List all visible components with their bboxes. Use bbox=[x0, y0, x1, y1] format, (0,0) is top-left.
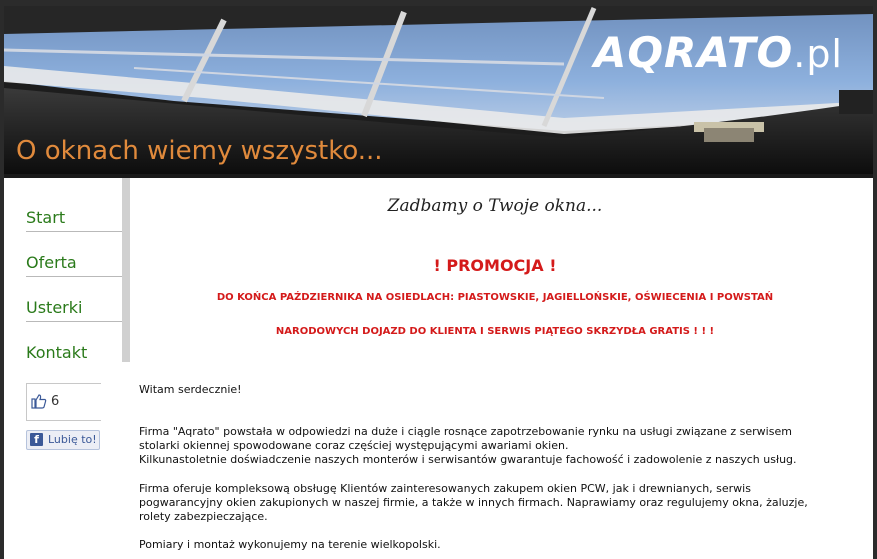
logo-tld: .pl bbox=[793, 32, 843, 76]
menu-item-label: Oferta bbox=[26, 253, 77, 272]
offer-paragraph-line-3: rolety zabezpieczające. bbox=[139, 510, 268, 523]
menu-item-usterki[interactable] bbox=[26, 277, 122, 322]
sidebar bbox=[4, 178, 130, 559]
offer-paragraph-line-1: Firma oferuje kompleksową obsługę Klientów zainteresowanych zakupem okien PCW, jak i drewnianych, serwis bbox=[139, 482, 751, 495]
offer-paragraph-line-2: pogwarancyjny okien zakupionych w naszej firmie, a także w innych firmach. Naprawiamy oraz regulujemy okna, żaluzje, bbox=[139, 496, 808, 509]
about-paragraph-line-1: Firma "Aqrato" powstała w odpowiedzi na duże i ciągle rosnące zapotrzebowanie rynku na usługi związane z serwisem bbox=[139, 425, 792, 438]
thumbs-up-icon bbox=[31, 393, 47, 409]
main-menu bbox=[4, 178, 130, 362]
facebook-icon: f bbox=[30, 433, 43, 446]
logo-text: AQRATO bbox=[593, 28, 794, 77]
menu-side-bar bbox=[122, 178, 130, 362]
about-paragraph-line-2: stolarki okiennej spowodowane coraz częściej występującymi awariami okien. bbox=[139, 439, 569, 452]
header-slogan: O oknach wiemy wszystko... bbox=[16, 136, 383, 166]
right-margin bbox=[855, 178, 873, 559]
area-paragraph: Pomiary i montaż wykonujemy na terenie wielkopolski. bbox=[139, 538, 441, 551]
fb-like-button[interactable] bbox=[26, 430, 100, 450]
promo-text-line-2: NARODOWYCH DOJAZD DO KLIENTA I SERWIS PIĄTEGO SKRZYDŁA GRATIS ! ! ! bbox=[275, 326, 715, 337]
menu-item-oferta[interactable] bbox=[26, 232, 122, 277]
header-banner bbox=[4, 6, 873, 174]
greeting: Witam serdecznie! bbox=[139, 383, 242, 396]
page-tagline: Zadbamy o Twoje okna... bbox=[387, 196, 603, 216]
menu-item-kontakt[interactable] bbox=[26, 322, 122, 366]
menu-item-label: Start bbox=[26, 208, 66, 227]
promo-text-line-1: DO KOŃCA PAŹDZIERNIKA NA OSIEDLACH: PIASTOWSKIE, JAGIELLOŃSKIE, OŚWIECENIA I POWSTAŃ bbox=[216, 292, 774, 303]
menu-item-start[interactable] bbox=[26, 187, 122, 232]
fb-like-count-box bbox=[26, 383, 101, 421]
fb-like-count: 6 bbox=[51, 394, 60, 409]
page bbox=[4, 6, 873, 559]
menu-item-label: Usterki bbox=[26, 298, 83, 317]
promo-title: ! PROMOCJA ! bbox=[433, 256, 557, 275]
main-content bbox=[135, 178, 855, 559]
fb-like-label: Lubię to! bbox=[48, 433, 97, 446]
about-paragraph-line-3: Kilkunastoletnie doświadczenie naszych monterów i serwisantów gwarantuje fachowość i zadowolenie z naszych usług. bbox=[139, 453, 797, 466]
site-logo[interactable] bbox=[594, 28, 843, 77]
menu-item-label: Kontakt bbox=[26, 343, 88, 362]
